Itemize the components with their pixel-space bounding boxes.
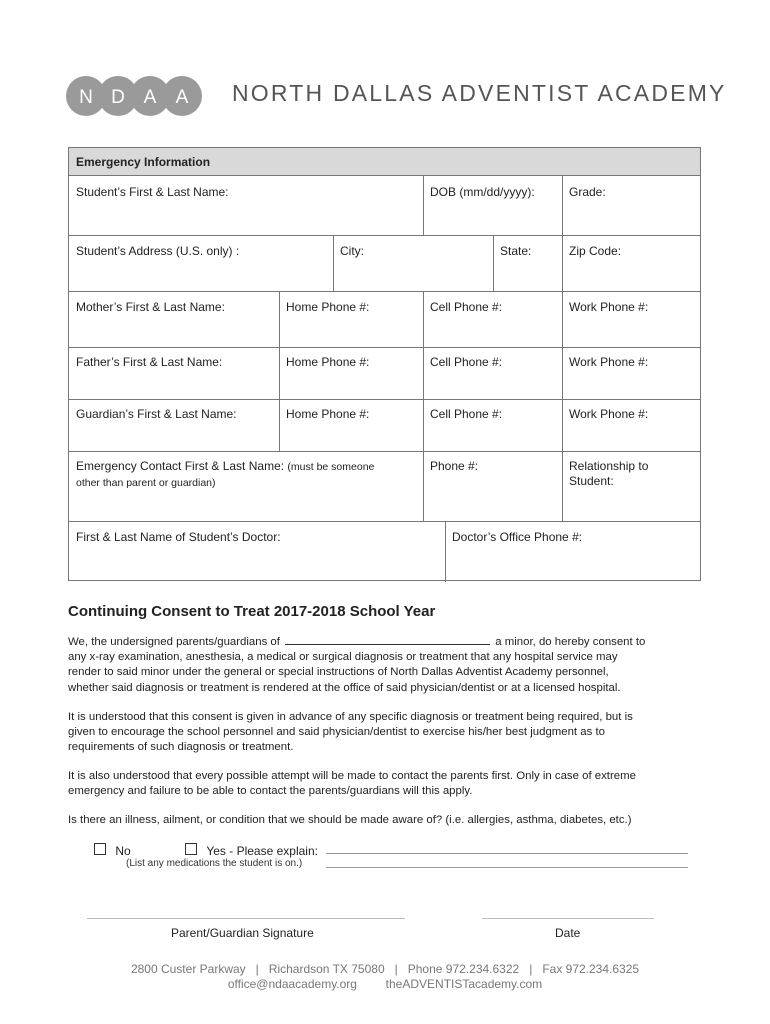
p2-line2: given to encourage the school personnel and said physician/dentist to exercise his/her best judgment as to — [68, 726, 605, 739]
col-divider — [562, 176, 563, 235]
p2-line3: requirements of such diagnosis or treatment. — [68, 741, 294, 754]
col-divider — [562, 235, 563, 291]
form-title: Emergency Information — [69, 148, 700, 176]
yes-option[interactable] — [185, 843, 318, 858]
address-label: Student’s Address (U.S. only) : — [76, 244, 240, 258]
signature-label: Parent/Guardian Signature — [171, 926, 314, 940]
footer-contact — [0, 977, 770, 991]
guardian-work-phone-label: Work Phone #: — [569, 407, 649, 421]
consent-paragraph-2 — [68, 710, 698, 756]
no-checkbox[interactable] — [94, 843, 106, 855]
father-home-phone-label: Home Phone #: — [286, 355, 370, 369]
col-divider — [279, 291, 280, 451]
col-divider — [423, 451, 424, 521]
emergency-contact-label — [76, 459, 416, 491]
col-divider — [562, 451, 563, 521]
logo-letter: D — [111, 87, 125, 108]
consent-title: Continuing Consent to Treat 2017-2018 School Year — [68, 603, 436, 620]
school-name: NORTH DALLAS ADVENTIST ACADEMY — [232, 80, 727, 106]
row-divider — [69, 347, 700, 348]
yes-checkbox[interactable] — [185, 843, 197, 855]
consent-paragraph-1 — [68, 634, 698, 696]
row-divider — [69, 451, 700, 452]
no-label: No — [115, 844, 131, 858]
relationship-line-2: Student: — [569, 474, 614, 488]
relationship-label — [569, 459, 648, 489]
mother-name-label: Mother’s First & Last Name: — [76, 300, 225, 314]
school-logo — [66, 75, 216, 117]
footer-website[interactable]: theADVENTISTacademy.com — [385, 977, 543, 991]
medications-line[interactable] — [326, 867, 688, 868]
row-divider — [69, 521, 700, 522]
emergency-contact-note: (must be someone — [287, 461, 375, 473]
col-divider — [493, 235, 494, 291]
p1-rest: a minor, do hereby consent to — [495, 636, 646, 648]
state-label: State: — [500, 244, 532, 258]
condition-question: Is there an illness, ailment, or condition that we should be made aware of? (i.e. allergies, asthma, diabetes, etc.) — [68, 814, 632, 826]
relationship-line-1: Relationship to — [569, 459, 649, 473]
consent-paragraph-3 — [68, 769, 698, 799]
date-line[interactable] — [482, 918, 654, 919]
dob-label: DOB (mm/dd/yyyy): — [430, 185, 535, 199]
doctor-phone-label: Doctor’s Office Phone #: — [452, 530, 583, 544]
guardian-cell-phone-label: Cell Phone #: — [430, 407, 503, 421]
student-name-label: Student’s First & Last Name: — [76, 185, 229, 199]
emergency-form — [68, 147, 701, 581]
col-divider — [445, 521, 446, 582]
father-work-phone-label: Work Phone #: — [569, 355, 649, 369]
col-divider — [423, 176, 424, 235]
col-divider — [423, 291, 424, 451]
p3-line2: emergency and failure to be able to contact the parents/guardians will this apply. — [68, 785, 473, 798]
father-cell-phone-label: Cell Phone #: — [430, 355, 503, 369]
yes-label: Yes - Please explain: — [206, 844, 318, 858]
row-divider — [69, 399, 700, 400]
guardian-home-phone-label: Home Phone #: — [286, 407, 370, 421]
emergency-contact-note-cont: other than parent or guardian) — [76, 477, 216, 489]
p3-line1: It is also understood that every possible attempt will be made to contact the parents first. Only in case of extreme — [68, 770, 636, 782]
medications-note: (List any medications the student is on.) — [126, 858, 303, 869]
col-divider — [333, 235, 334, 291]
p1-line2: any x-ray examination, anesthesia, a medical or surgical diagnosis or treatment that any hospital service may — [68, 651, 618, 664]
guardian-name-label: Guardian’s First & Last Name: — [76, 407, 237, 421]
col-divider — [562, 291, 563, 451]
doctor-name-label: First & Last Name of Student’s Doctor: — [76, 530, 281, 544]
city-label: City: — [340, 244, 364, 258]
logo-letter: N — [79, 87, 93, 108]
p1-line4: whether said diagnosis or treatment is rendered at the office of said physician/dentist or at a licensed hospital. — [68, 681, 621, 694]
footer-email[interactable]: office@ndaacademy.org — [227, 977, 357, 991]
emergency-contact-title: Emergency Contact First & Last Name: — [76, 459, 285, 473]
minor-name-blank[interactable] — [285, 634, 490, 645]
zip-label: Zip Code: — [569, 244, 622, 258]
father-name-label: Father’s First & Last Name: — [76, 355, 223, 369]
footer-address: 2800 Custer Parkway | Richardson TX 75080 | Phone 972.234.6322 | Fax 972.234.6325 — [130, 962, 640, 976]
date-label: Date — [555, 926, 581, 940]
mother-cell-phone-label: Cell Phone #: — [430, 300, 503, 314]
mother-home-phone-label: Home Phone #: — [286, 300, 370, 314]
mother-work-phone-label: Work Phone #: — [569, 300, 649, 314]
row-divider — [69, 235, 700, 236]
p1-line3: render to said minor under the general or special instructions of North Dallas Adventist Academy personnel, — [68, 666, 609, 679]
logo-letter: A — [143, 87, 157, 108]
grade-label: Grade: — [569, 185, 606, 199]
emergency-phone-label: Phone #: — [430, 459, 479, 473]
p1-start: We, the undersigned parents/guardians of — [68, 636, 280, 648]
p2-line1: It is understood that this consent is given in advance of any specific diagnosis or treatment being required, but is — [68, 711, 633, 723]
explain-line[interactable] — [326, 853, 688, 854]
row-divider — [69, 291, 700, 292]
no-option[interactable] — [94, 843, 131, 858]
logo-letter: A — [175, 87, 189, 108]
signature-line[interactable] — [87, 918, 405, 919]
